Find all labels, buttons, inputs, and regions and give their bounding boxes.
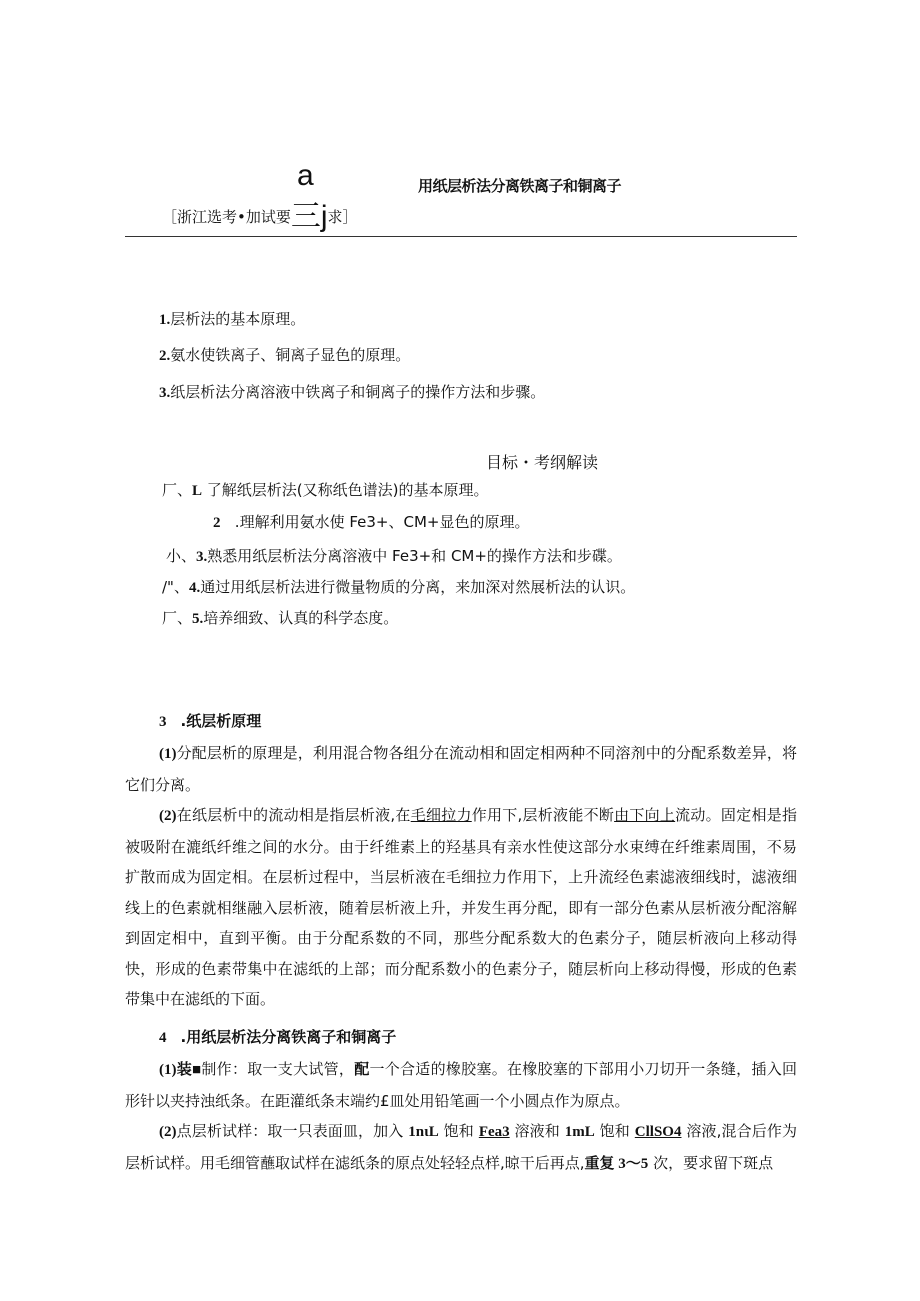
goal-item: 2 .理解利用氨水使 Fe3+、CM+显色的原理。 [213,513,530,531]
goals-heading: 目标・考纲解读 [486,453,599,472]
requirement-item: 3.纸层析法分离溶液中铁离子和铜离子的操作方法和步骤。 [159,383,546,401]
section-heading-4: 4 .用纸层析法分离铁离子和铜离子 [159,1028,397,1046]
goal-item: 厂、L 了解纸层析法(又称纸色谱法)的基本原理。 [162,481,489,499]
paragraph-3-2: (2)在纸层析中的流动相是指层析液,在毛细拉力作用下,层析液能不断由下向上流动。固定相是指被吸附在漉纸纤维之间的水分。由于纤维素上的羟基具有亲水性使这部分水束缚在纤维素周围，不易扩散而成为固定相。在层析过程中，当层析液在毛细拉力作用下，上升流经色素滤液细线时，滤液细线上的色素就相继融入层析液，随着层析液上升，并发生再分配，即有一部分色素从层析液分配溶解到固定相中，直到平衡。由于分配系数的不同，那些分配系数大的色素分子，随层析液向上移动得快，形成的色素带集中在滤纸的上部；而分配系数小的色素分子，随层析向上移动得慢，形成的色素带集中在滤纸的下面。 [125,806,797,1008]
header-mark: a [297,159,314,192]
header-glyph: 三j [290,200,328,233]
exam-requirement-heading [162,202,358,232]
page-title: 用纸层析法分离铁离子和铜离子 [418,177,622,195]
paragraph-3-1: (1)分配层析的原理是，利用混合物各组分在流动相和固定相两种不同溶剂中的分配系数差异，将它们分离。 [125,744,797,794]
exam-requirement-label: ［浙江选考•加试要 [162,208,291,226]
header-divider [125,236,797,237]
exam-requirement-tail: 求］ [327,208,358,226]
goal-item: 厂、5.培养细致、认真的科学态度。 [162,609,399,627]
requirement-item: 2.氨水使铁离子、铜离子显色的原理。 [159,346,411,364]
section-heading-3: 3 .纸层析原理 [159,712,262,730]
paragraph-4-1: (1)装■制作：取一支大试管，配一个合适的橡胶塞。在橡胶塞的下部用小刀切开一条缝，插入回形针以夹持浊纸条。在距灌纸条末端约£皿处用铅笔画一个小圆点作为原点。 [125,1060,797,1110]
goal-item: /"、4.通过用纸层析法进行微量物质的分离，来加深对然展析法的认识。 [162,578,636,596]
paragraph-4-2: (2)点层析试样：取一只表面皿，加入 1nιL 饱和 Fea3 溶液和 1mL 饱和 CllSO4 溶液,混合后作为层析试样。用毛细管蘸取试样在滤纸条的原点处轻轻点样,晾干后再点,重复 3～5 次，要求留下斑点 [125,1122,797,1172]
goal-item: 小、3.熟悉用纸层析法分离溶液中 Fe3+和 CM+的操作方法和步碟。 [166,547,622,565]
requirement-item: 1.层析法的基本原理。 [159,310,306,328]
